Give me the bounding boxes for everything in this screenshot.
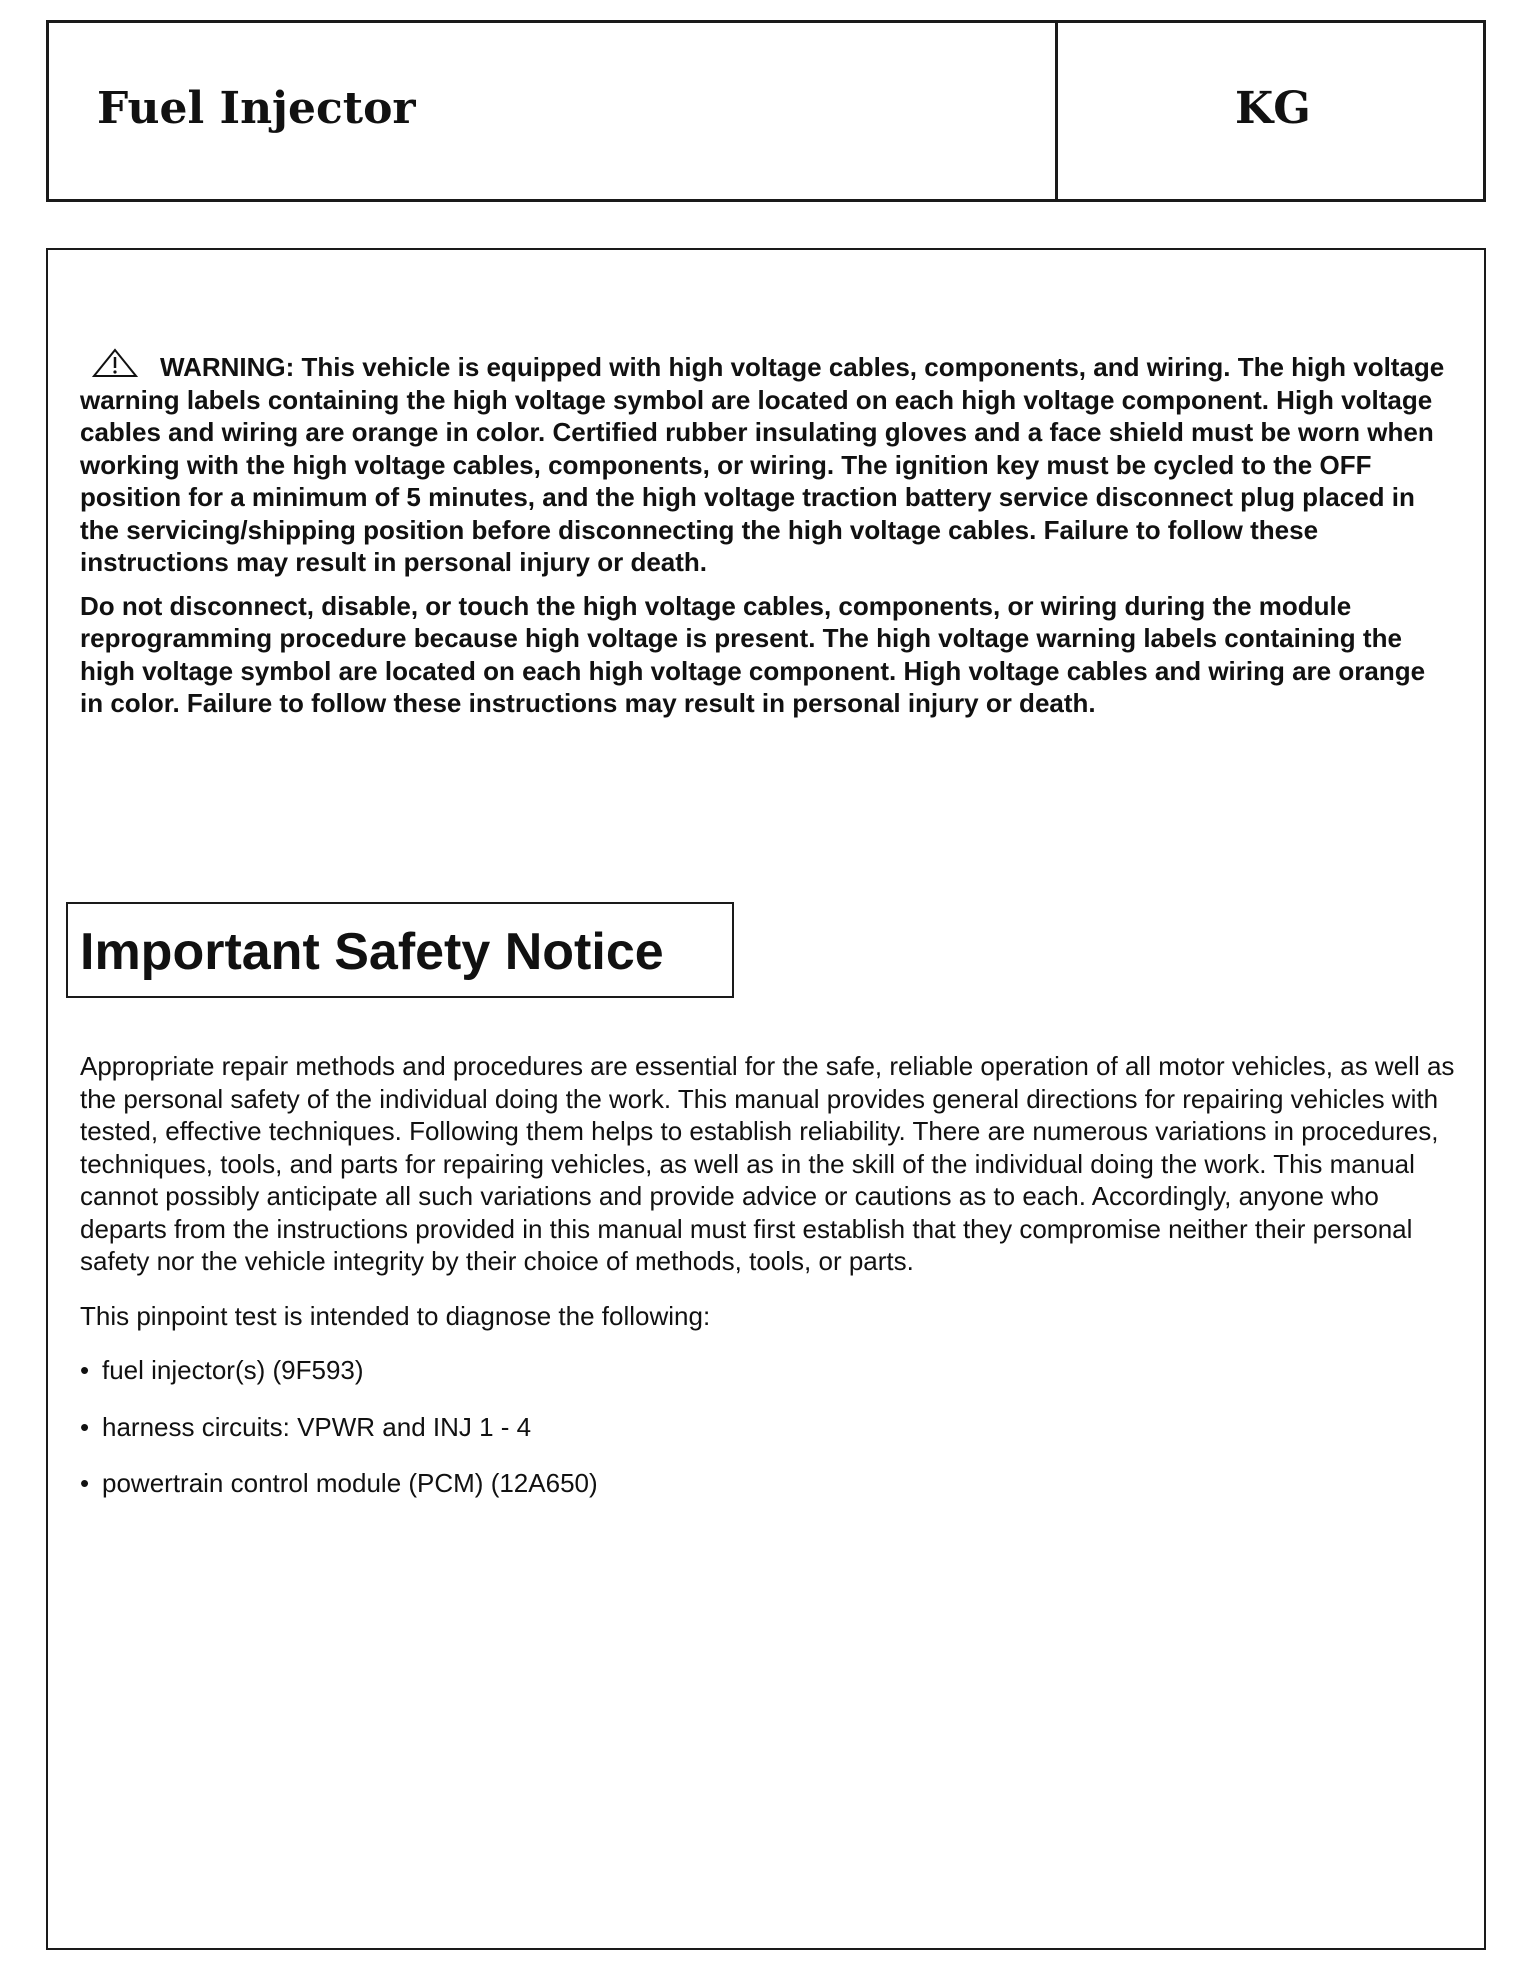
warning-triangle-icon [92,348,138,378]
list-item-text: powertrain control module (PCM) (12A650) [102,1468,598,1498]
warning-paragraph-2: Do not disconnect, disable, or touch the high voltage cables, components, or wiring during the module reprogramming procedure because high voltage is present. The high voltage warning labels containing the high voltage symbol are located on each high voltage component. High voltage cables and wiring are orange in color. Failure to follow these instructions may result in personal injury or death. [80,590,1426,718]
notice-body [80,1050,1460,1524]
notice-paragraph: Appropriate repair methods and procedures are essential for the safe, reliable operation of all motor vehicles, as well as the personal safety of the individual doing the work. This manual provides general directions for repairing vehicles with tested, effective techniques. Following them helps to establish reliability. There are numerous variations in procedures, techniques, tools, and parts for repairing vehicles, as well as in the skill of the individual doing the work. This manual cannot possibly anticipate all such variations and provide advice or cautions as to each. Accordingly, anyone who departs from the instructions provided in this manual must first establish that they compromise neither their personal safety nor the vehicle integrity by their choice of methods, tools, or parts. [80,1051,1455,1276]
list-item [80,1411,1460,1444]
list-item [80,1354,1460,1387]
list-item-text: harness circuits: VPWR and INJ 1 - 4 [102,1411,532,1442]
notice-title: Important Safety Notice [80,923,664,981]
notice-title-box [66,902,734,998]
list-item-text: fuel injector(s) (9F593) [102,1355,364,1385]
section-code: KG [1235,83,1311,134]
list-item [80,1467,1460,1500]
page-title: Fuel Injector [97,83,416,134]
bullet: • [80,1411,90,1442]
warning-text-1: WARNING: This vehicle is equipped with high voltage cables, components, and wiring. The high voltage warning labels containing the high voltage symbol are located on each high voltage component. High voltage cables and wiring are orange in color. Certified rubber insulating gloves and a face shield must be worn when working with the high voltage cables, components, or wiring. The ignition key must be cycled to the OFF position for a minimum of 5 minutes, and the high voltage traction battery service disconnect plug placed in the servicing/shipping position before disconnecting the high voltage cables. Failure to follow these instructions may result in personal injury or death. [80,352,1445,577]
content-box [46,248,1486,1950]
bullet: • [80,1355,90,1385]
test-intro: This pinpoint test is intended to diagnose the following: [80,1300,711,1331]
header-box [46,20,1486,202]
warning-paragraph-1 [80,348,1452,579]
bullet: • [80,1468,90,1498]
header-divider [1055,23,1058,199]
diagnose-list [80,1354,1460,1500]
warning-block [80,348,1452,731]
